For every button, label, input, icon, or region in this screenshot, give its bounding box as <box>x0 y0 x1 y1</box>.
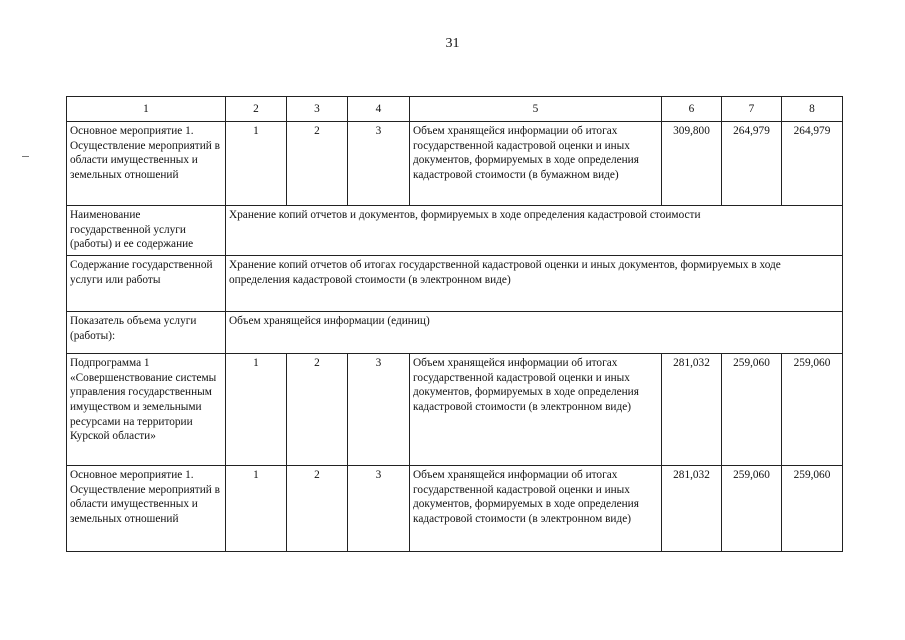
table-row <box>67 354 843 466</box>
value-col-8: 259,060 <box>782 354 843 466</box>
cell-col-4: 3 <box>348 354 410 466</box>
cell-col-2: 1 <box>226 122 287 206</box>
column-header: 1 <box>67 97 226 122</box>
column-header: 7 <box>722 97 782 122</box>
cell-col-3: 2 <box>287 466 348 552</box>
value-col-6: 309,800 <box>662 122 722 206</box>
cell-col-4: 3 <box>348 466 410 552</box>
cell-col-3: 2 <box>287 122 348 206</box>
row-name: Показатель объема услуги (работы): <box>67 312 226 354</box>
merged-text-cell: Хранение копий отчетов и документов, формируемых в ходе определения кадастровой стоимости <box>226 206 843 256</box>
column-header: 6 <box>662 97 722 122</box>
page-number: 31 <box>445 36 460 51</box>
value-col-7: 259,060 <box>722 354 782 466</box>
column-header: 5 <box>410 97 662 122</box>
column-header: 8 <box>782 97 843 122</box>
value-col-8: 259,060 <box>782 466 843 552</box>
indicator-cell: Объем хранящейся информации об итогах государственной кадастровой оценки и иных документов, формируемых в ходе определения кадастровой стоимости (в бумажном виде) <box>410 122 662 206</box>
value-col-7: 264,979 <box>722 122 782 206</box>
table-row <box>67 312 843 354</box>
table-row <box>67 256 843 312</box>
row-name: Подпрограмма 1 «Совершенствование системы управления государственным имуществом и земельными ресурсами на территории Курской области» <box>67 354 226 466</box>
value-col-8: 264,979 <box>782 122 843 206</box>
table-row <box>67 122 843 206</box>
table-row <box>67 466 843 552</box>
value-col-7: 259,060 <box>722 466 782 552</box>
column-header: 3 <box>287 97 348 122</box>
row-name: Основное мероприятие 1. Осуществление мероприятий в области имущественных и земельных отношений <box>67 466 226 552</box>
row-name: Основное мероприятие 1. Осуществление мероприятий в области имущественных и земельных отношений <box>67 122 226 206</box>
program-table <box>66 96 843 552</box>
row-name: Содержание государственной услуги или работы <box>67 256 226 312</box>
merged-text-cell: Объем хранящейся информации (единиц) <box>226 312 843 354</box>
cell-col-3: 2 <box>287 354 348 466</box>
table-row <box>67 206 843 256</box>
column-header: 2 <box>226 97 287 122</box>
value-col-6: 281,032 <box>662 466 722 552</box>
margin-mark <box>22 156 29 157</box>
value-col-6: 281,032 <box>662 354 722 466</box>
cell-col-4: 3 <box>348 122 410 206</box>
cell-col-2: 1 <box>226 354 287 466</box>
cell-col-2: 1 <box>226 466 287 552</box>
header-row <box>67 97 843 122</box>
indicator-cell: Объем хранящейся информации об итогах государственной кадастровой оценки и иных документов, формируемых в ходе определения кадастровой стоимости (в электронном виде) <box>410 354 662 466</box>
column-header: 4 <box>348 97 410 122</box>
merged-text-cell: Хранение копий отчетов об итогах государственной кадастровой оценки и иных документов, формируемых в ходе определения кадастровой стоимости (в электронном виде) <box>226 256 843 312</box>
row-name: Наименование государственной услуги (работы) и ее содержание <box>67 206 226 256</box>
indicator-cell: Объем хранящейся информации об итогах государственной кадастровой оценки и иных документов, формируемых в ходе определения кадастровой стоимости (в электронном виде) <box>410 466 662 552</box>
